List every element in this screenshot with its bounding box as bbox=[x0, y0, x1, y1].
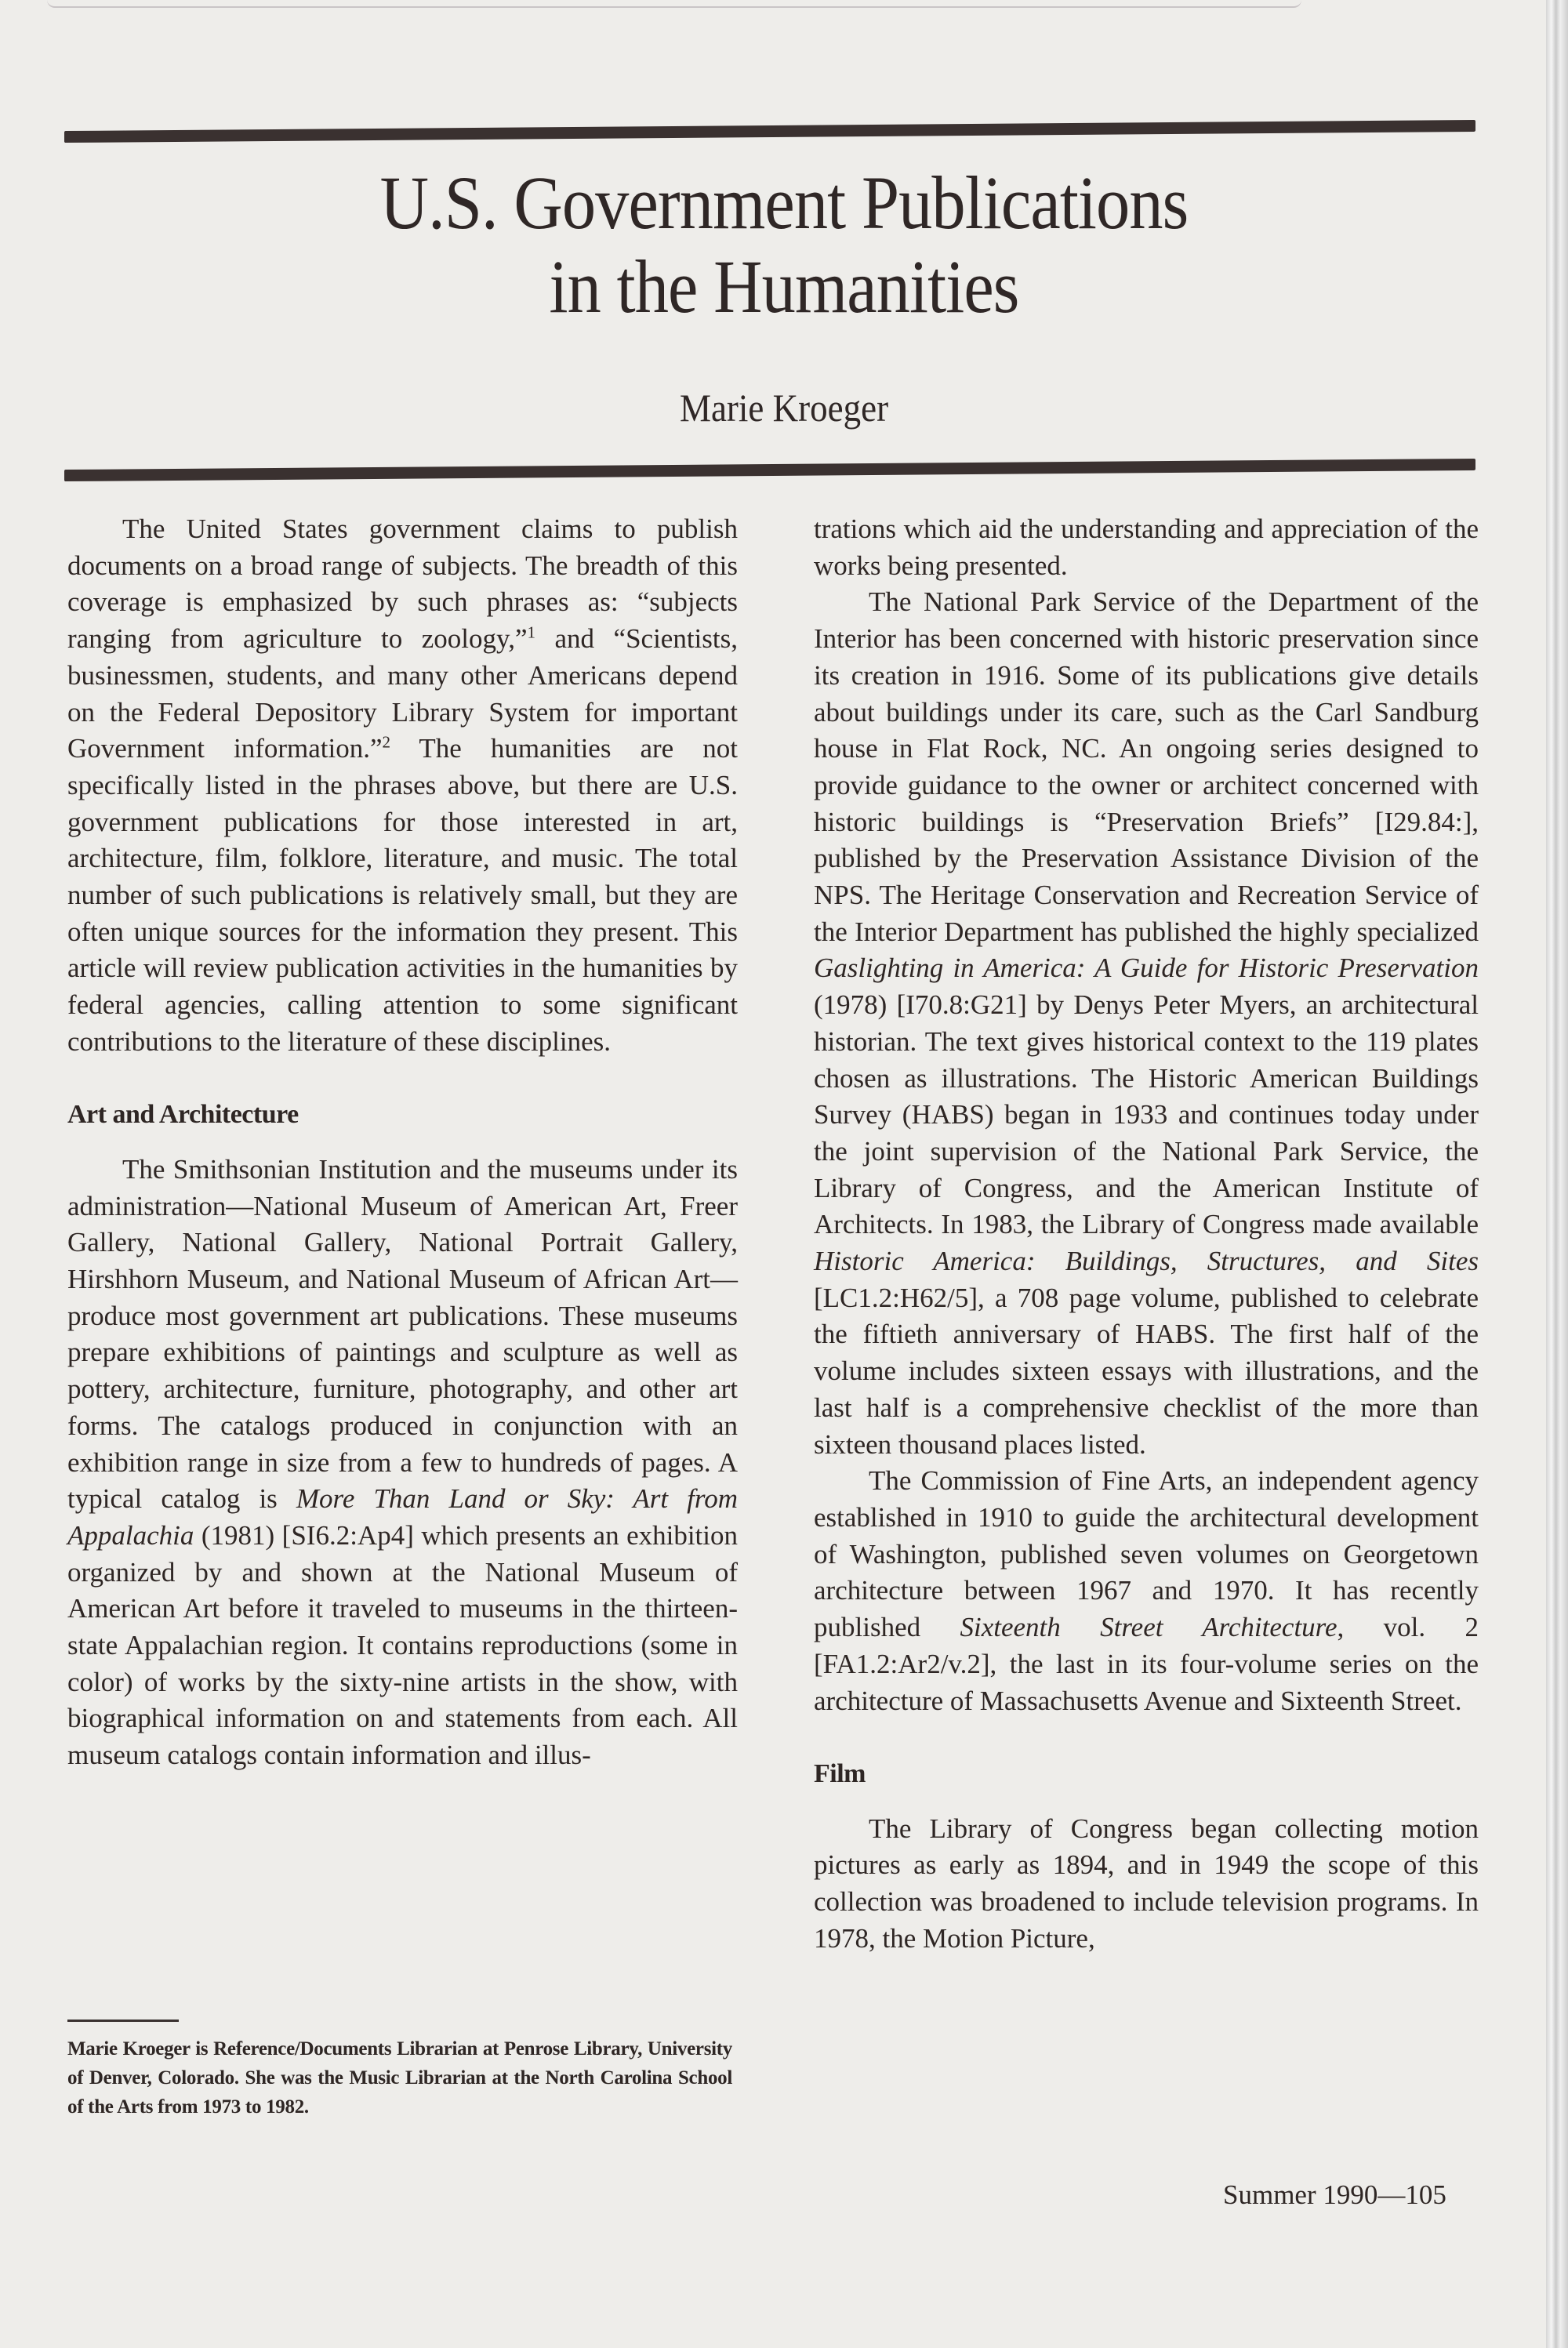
spacer bbox=[67, 1134, 738, 1152]
footnote-ref-1: 1 bbox=[527, 622, 536, 642]
page-binding-edge bbox=[1546, 0, 1568, 2348]
section-heading-art-architecture: Art and Architecture bbox=[67, 1100, 299, 1130]
footnote-divider bbox=[67, 2020, 179, 2022]
author-bio-note: Marie Kroeger is Reference/Documents Librarian at Penrose Library, University of Denver, Colorado. She was the Music Librarian at the North Carolina School of the Arts from 1973 to 1982. bbox=[67, 2038, 732, 2118]
page-top-edge bbox=[47, 0, 1301, 8]
film-paragraph: The Library of Congress began collecting motion pictures as early as 1894, and in 1949 the scope of this collection was broadened to include television programs. In 1978, the Motion Picture, bbox=[814, 1813, 1479, 1954]
footnote-ref-2: 2 bbox=[382, 732, 391, 752]
section-heading-film: Film bbox=[814, 1758, 866, 1788]
title-rule-top bbox=[64, 120, 1475, 143]
publication-title: Gaslighting in America: A Guide for Historic Preservation bbox=[814, 953, 1479, 984]
left-column bbox=[67, 511, 738, 1774]
art-paragraph-continued: trations which aid the understanding and appreciation of the works being presented. bbox=[814, 514, 1479, 581]
article-author: Marie Kroeger bbox=[679, 386, 889, 430]
title-rule-bottom bbox=[64, 459, 1475, 481]
article-title-line-2: in the Humanities bbox=[549, 245, 1019, 328]
spacer bbox=[67, 1061, 738, 1098]
publication-title: Sixteenth Street Architecture bbox=[960, 1612, 1338, 1643]
spacer bbox=[814, 1719, 1479, 1756]
page-folio: Summer 1990—105 bbox=[1223, 2179, 1446, 2210]
cfa-paragraph: The Commission of Fine Arts, an independent agency established in 1910 to guide the architectural development of Washington, published seven volumes on Georgetown architecture between 1967 and 1970. It has recently published Sixteenth Street Architecture, vol. 2 [FA1.2:Ar2/v.2], the last in its four-volume series on the architecture of Massachusetts Avenue and Sixteenth Street. bbox=[814, 1465, 1479, 1716]
article-title-line-1: U.S. Government Publications bbox=[379, 161, 1189, 245]
publication-title: Historic America: Buildings, Structures, and Sites bbox=[814, 1246, 1479, 1277]
nps-paragraph: The National Park Service of the Department of the Interior has been concerned with historic preservation since its creation in 1916. Some of its publications give details about buildings under its care, such as the Carl Sandburg house in Flat Rock, NC. An ongoing series designed to provide guidance to the owner or architect concerned with historic buildings is “Preservation Briefs” [I29.84:], published by the Preservation Assistance Division of the NPS. The Heritage Conservation and Recreation Service of the Interior Department has published the highly specialized Gaslighting in America: A Guide for Historic Preservation (1978) [I70.8:G21] by Denys Peter Myers, an architectural historian. The text gives historical context to the 119 plates chosen as illustrations. The Historic American Buildings Survey (HABS) began in 1933 and continues today under the joint supervision of the National Park Service, the Library of Congress, and the American Institute of Architects. In 1983, the Library of Congress made available Historic America: Buildings, Structures, and Sites [LC1.2:H62/5], a 708 page volume, published to celebrate the fiftieth anniversary of HABS. The first half of the volume includes sixteen essays with illustrations, and the last half is a comprehensive checklist of the more than sixteen thousand places listed. bbox=[814, 586, 1479, 1460]
right-column bbox=[814, 511, 1479, 1957]
art-paragraph: The Smithsonian Institution and the museums under its administration—National Museum of American Art, Freer Gallery, National Gallery, National Portrait Gallery, Hirshhorn Museum, and National Museum of African Art—produce most government art publications. These museums prepare exhibitions of paintings and sculpture as well as pottery, architecture, furniture, photography, and other art forms. The catalogs produced in conjunction with an exhibition range in size from a few to hundreds of pages. A typical catalog is More Than Land or Sky: Art from Appalachia (1981) [SI6.2:Ap4] which presents an exhibition organized by and shown at the National Museum of American Art before it traveled to museums in the thirteen-state Appalachian region. It contains reproductions (some in color) of works by the sixty-nine artists in the show, with biographical information on and statements from each. All museum catalogs contain information and illus- bbox=[67, 1153, 738, 1771]
publication-title: More Than Land or Sky: Art from Appalachia bbox=[67, 1483, 738, 1551]
spacer bbox=[814, 1793, 1479, 1811]
intro-paragraph: The United States government claims to publish documents on a broad range of subjects. The breadth of this coverage is emphasized by such phrases as: “subjects ranging from agriculture to zoology,”$^1$ and “Scientists, businessmen, students, and many other Americans depend on the Federal Depository Library System for important Government information.”$^2$ The humanities are not specifically listed in the phrases above, but there are U.S. government publications for those interested in art, architecture, film, folklore, literature, and music. The total number of such publications is relatively small, but they are often unique sources for the information they present. This article will review publication activities in the humanities by federal agencies, calling attention to some significant contributions to the literature of these disciplines. bbox=[67, 514, 738, 1057]
